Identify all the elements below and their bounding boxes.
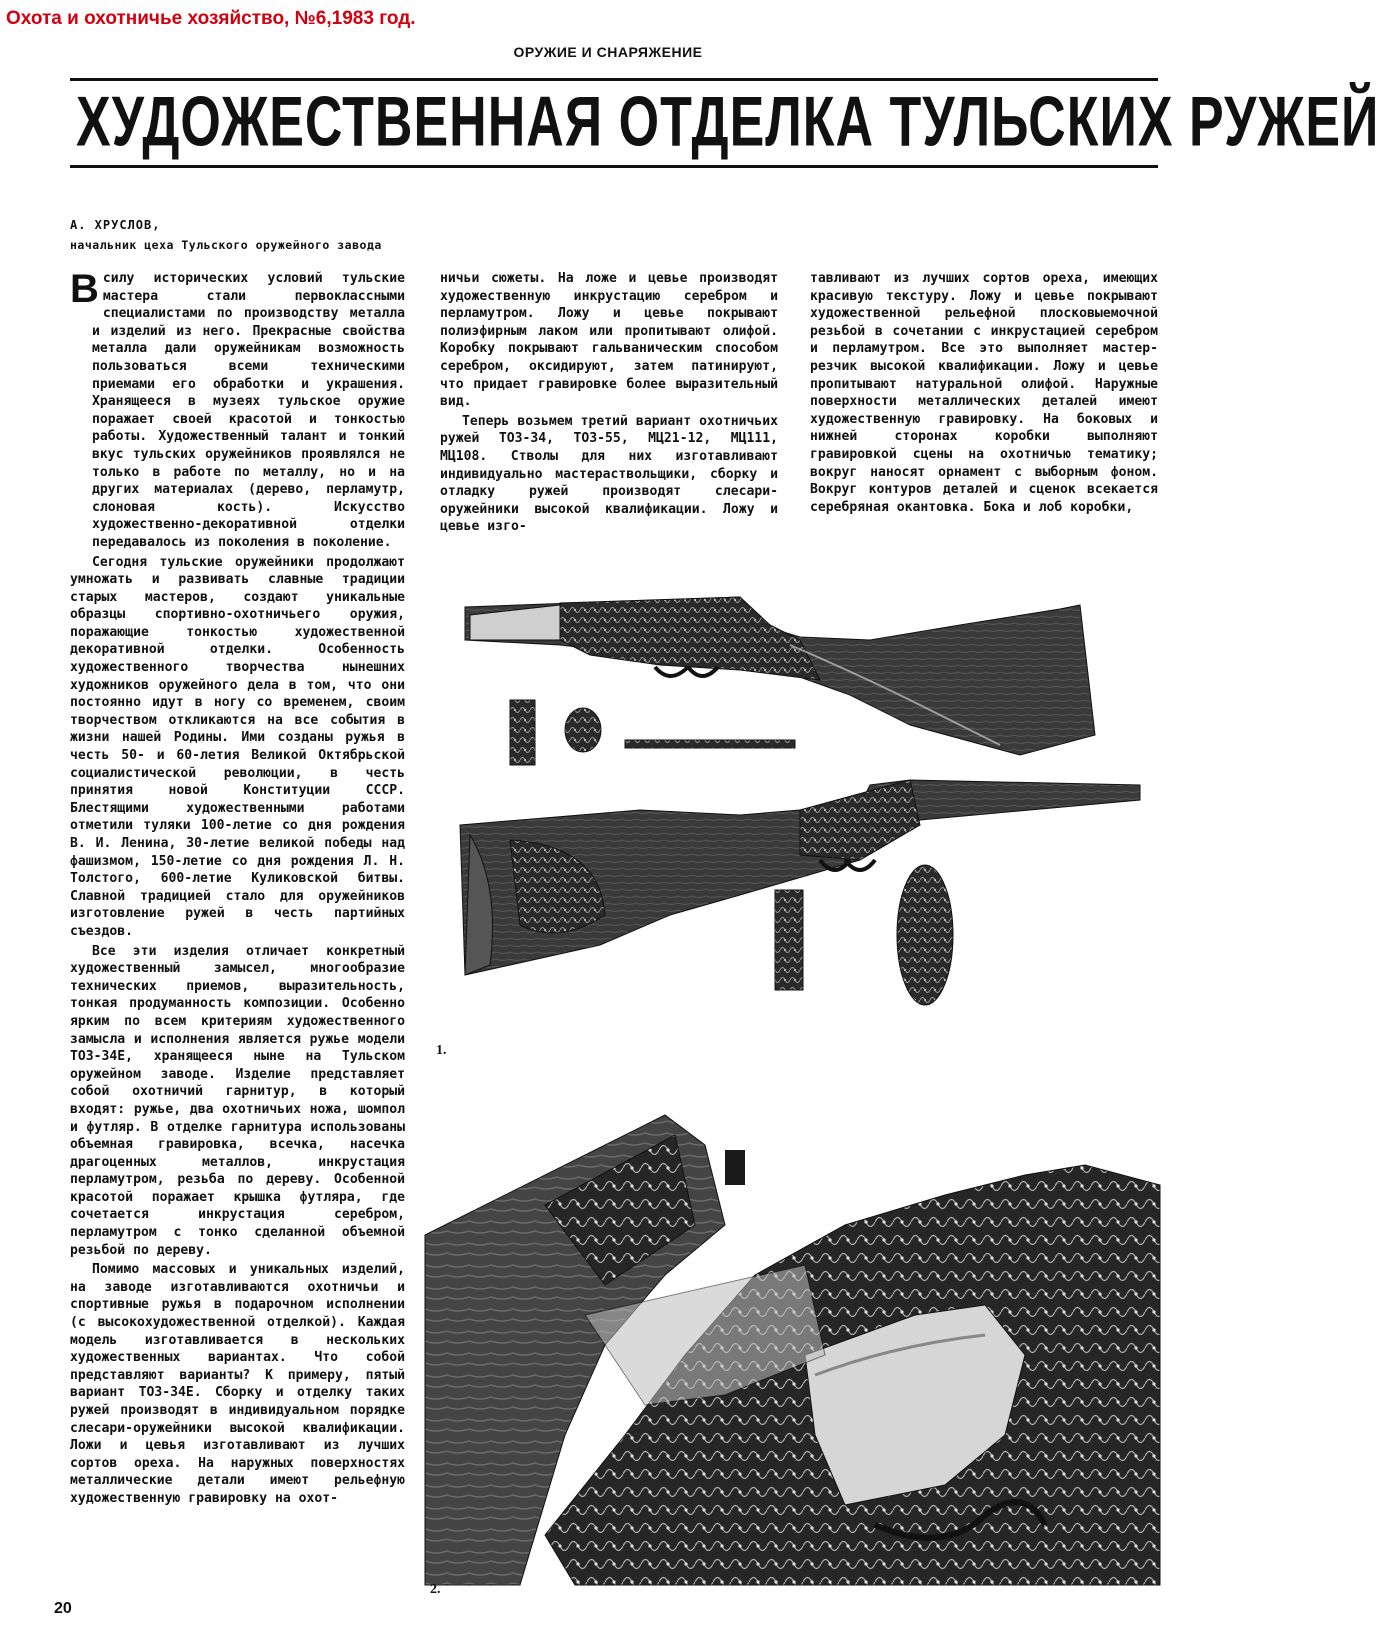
text-column-1: [70, 267, 405, 1508]
part-rib: [625, 740, 795, 748]
author-role: начальник цеха Тульского оружейного завода: [70, 238, 382, 252]
section-heading: ОРУЖИЕ И СНАРЯЖЕНИЕ: [513, 44, 703, 60]
source-caption: Охота и охотничье хозяйство, №6,1983 год.: [6, 8, 416, 29]
text-column-3: [810, 270, 1158, 516]
figure-2-photo: [425, 1105, 1160, 1585]
page-number: 20: [54, 1600, 72, 1617]
top-rule: [70, 78, 1158, 81]
part-forend: [897, 865, 953, 1005]
paragraph-text: силу исторических условий тульские мастера стали первоклассными специалистами по производству металла и изделий из него. Прекрасные свойства металла дали оружейникам возможность пользоваться всеми техническими приемами его обработки и украшения. Хранящееся в музеях тульское оружие поражает своей красотой и тонкостью работы. Художественный талант и тонкий вкус тульских оружейников проявлялся не только в работе по металлу, но и на других материалах (дерево, перламутр, слоновая кость). Искусство художественно-декоративной отделки передавалось из поколения в поколение.: [92, 271, 405, 550]
part-forend-iron: [510, 700, 535, 765]
paragraph: Сегодня тульские оружейники продолжают умножать и развивать славные традиции старых мастеров, создают уникальные образцы спортивно-охотничьего оружия, поражающие тонкостью художественной декоративной отделки. Особенность художественного творчества нынешних художников оружейного дела в том, что они постоянно идут в ногу со временем, своим творчеством откликаются на все события в жизни нашей Родины. Ими созданы ружья в честь 50- и 60-летия Великой Октябрьской социалистической революции, в честь принятия новой Конституции СССР. Блестящими художественными работами отметили туляки 100-летие со дня рождения В. И. Ленина, 30-летие великой победы над фашизмом, 150-летие со дня рождения Л. Н. Толстого, 600-летие Куликовской битвы. Славной традицией стало для оружейников изготовление ружей в честь партийных съездов.: [70, 554, 405, 939]
paragraph: Теперь возьмем третий вариант охотничьих ружей ТОЗ-34, ТОЗ-55, МЦ21-12, МЦ111, МЦ108. Стволы для них изготавливают индивидуально мастераствольщики, сборку и отладку ружей производят слесари-оружейники высокой квалификации. Ложу и цевье изго-: [440, 413, 778, 535]
article-title: ХУДОЖЕСТВЕННАЯ ОТДЕЛКА ТУЛЬСКИХ РУЖЕЙ: [76, 83, 1379, 162]
text-column-2: [440, 270, 778, 536]
paragraph: тавливают из лучших сортов ореха, имеющих красивую текстуру. Ложу и цевье покрывают художественной рельефной плосковыемочной резьбой в сочетании с инкрустацией серебром и перламутром. Все это выполняет мастер-резчик высокой квалификации. Ложу и цевье пропитывают натуральной олифой. Наружные поверхности металлических деталей имеют художественную гравировку. На боковых и нижней сторонах коробки выполняют гравировкой сцены на охотничью тематику; вокруг наносят орнамент с выборным фоном. Вокруг контуров деталей и сценок всекается серебряная окантовка. Бока и лоб коробки,: [810, 271, 1158, 515]
paragraph: [70, 267, 405, 552]
figure-2-label: 2.: [430, 1582, 441, 1597]
paragraph: Помимо массовых и уникальных изделий, на заводе изготавливаются охотничьи и спортивные ружья в подарочном исполнении (с высокохудожественной отделкой). Каждая модель изготавливается в нескольких художественных вариантах. Что собой представляют варианты? К примеру, пятый вариант ТОЗ-34Е. Сборку и отделку таких ружей производят в индивидуальном порядке слесари-оружейники высокой квалификации. Ложи и цевья изготавливают из лучших сортов ореха. На наружных поверхностях металлические детали имеют рельефную художественную гравировку на охот-: [70, 1262, 405, 1506]
part-grip-cap: [565, 708, 601, 752]
paragraph: Все эти изделия отличает конкретный художественный замысел, многообразие технических приемов, выразительность, тонкая продуманность композиции. Особенно ярким по всем критериям художественного замысла и исполнения является ружье модели ТОЗ-34Е, хранящееся ныне на Тульском оружейном заводе. Изделие представляет собой охотничий гарнитур, в который входят: ружье, два охотничьих ножа, шомпол и футляр. В отделке гарнитура использованы объемная гравировка, всечка, насечка драгоценных металлов, инкрустация перламутром, резьба по дереву. Особенной красотой поражает крышка футляра, где сочетается инкрустация серебром, перламутром с тонко сделанной объемной резьбой по дереву.: [70, 943, 405, 1258]
figure-1-label: 1.: [436, 1043, 447, 1058]
author-name: А. ХРУСЛОВ,: [70, 218, 161, 232]
figure-1-photo: [440, 585, 1160, 1035]
gun-top: [465, 597, 1095, 755]
paragraph: ничьи сюжеты. На ложе и цевье производят художественную инкрустацию серебром и перламутром. Ложу и цевье покрывают полиэфирным лаком или пропитывают олифой. Коробку покрывают гальваническим способом серебром, оксидируют, затем патинируют, что придает гравировке более выразительный вид.: [440, 271, 778, 410]
drop-cap: В: [70, 267, 99, 311]
bottom-rule: [70, 165, 1158, 168]
part-forend-iron-2: [775, 890, 803, 990]
